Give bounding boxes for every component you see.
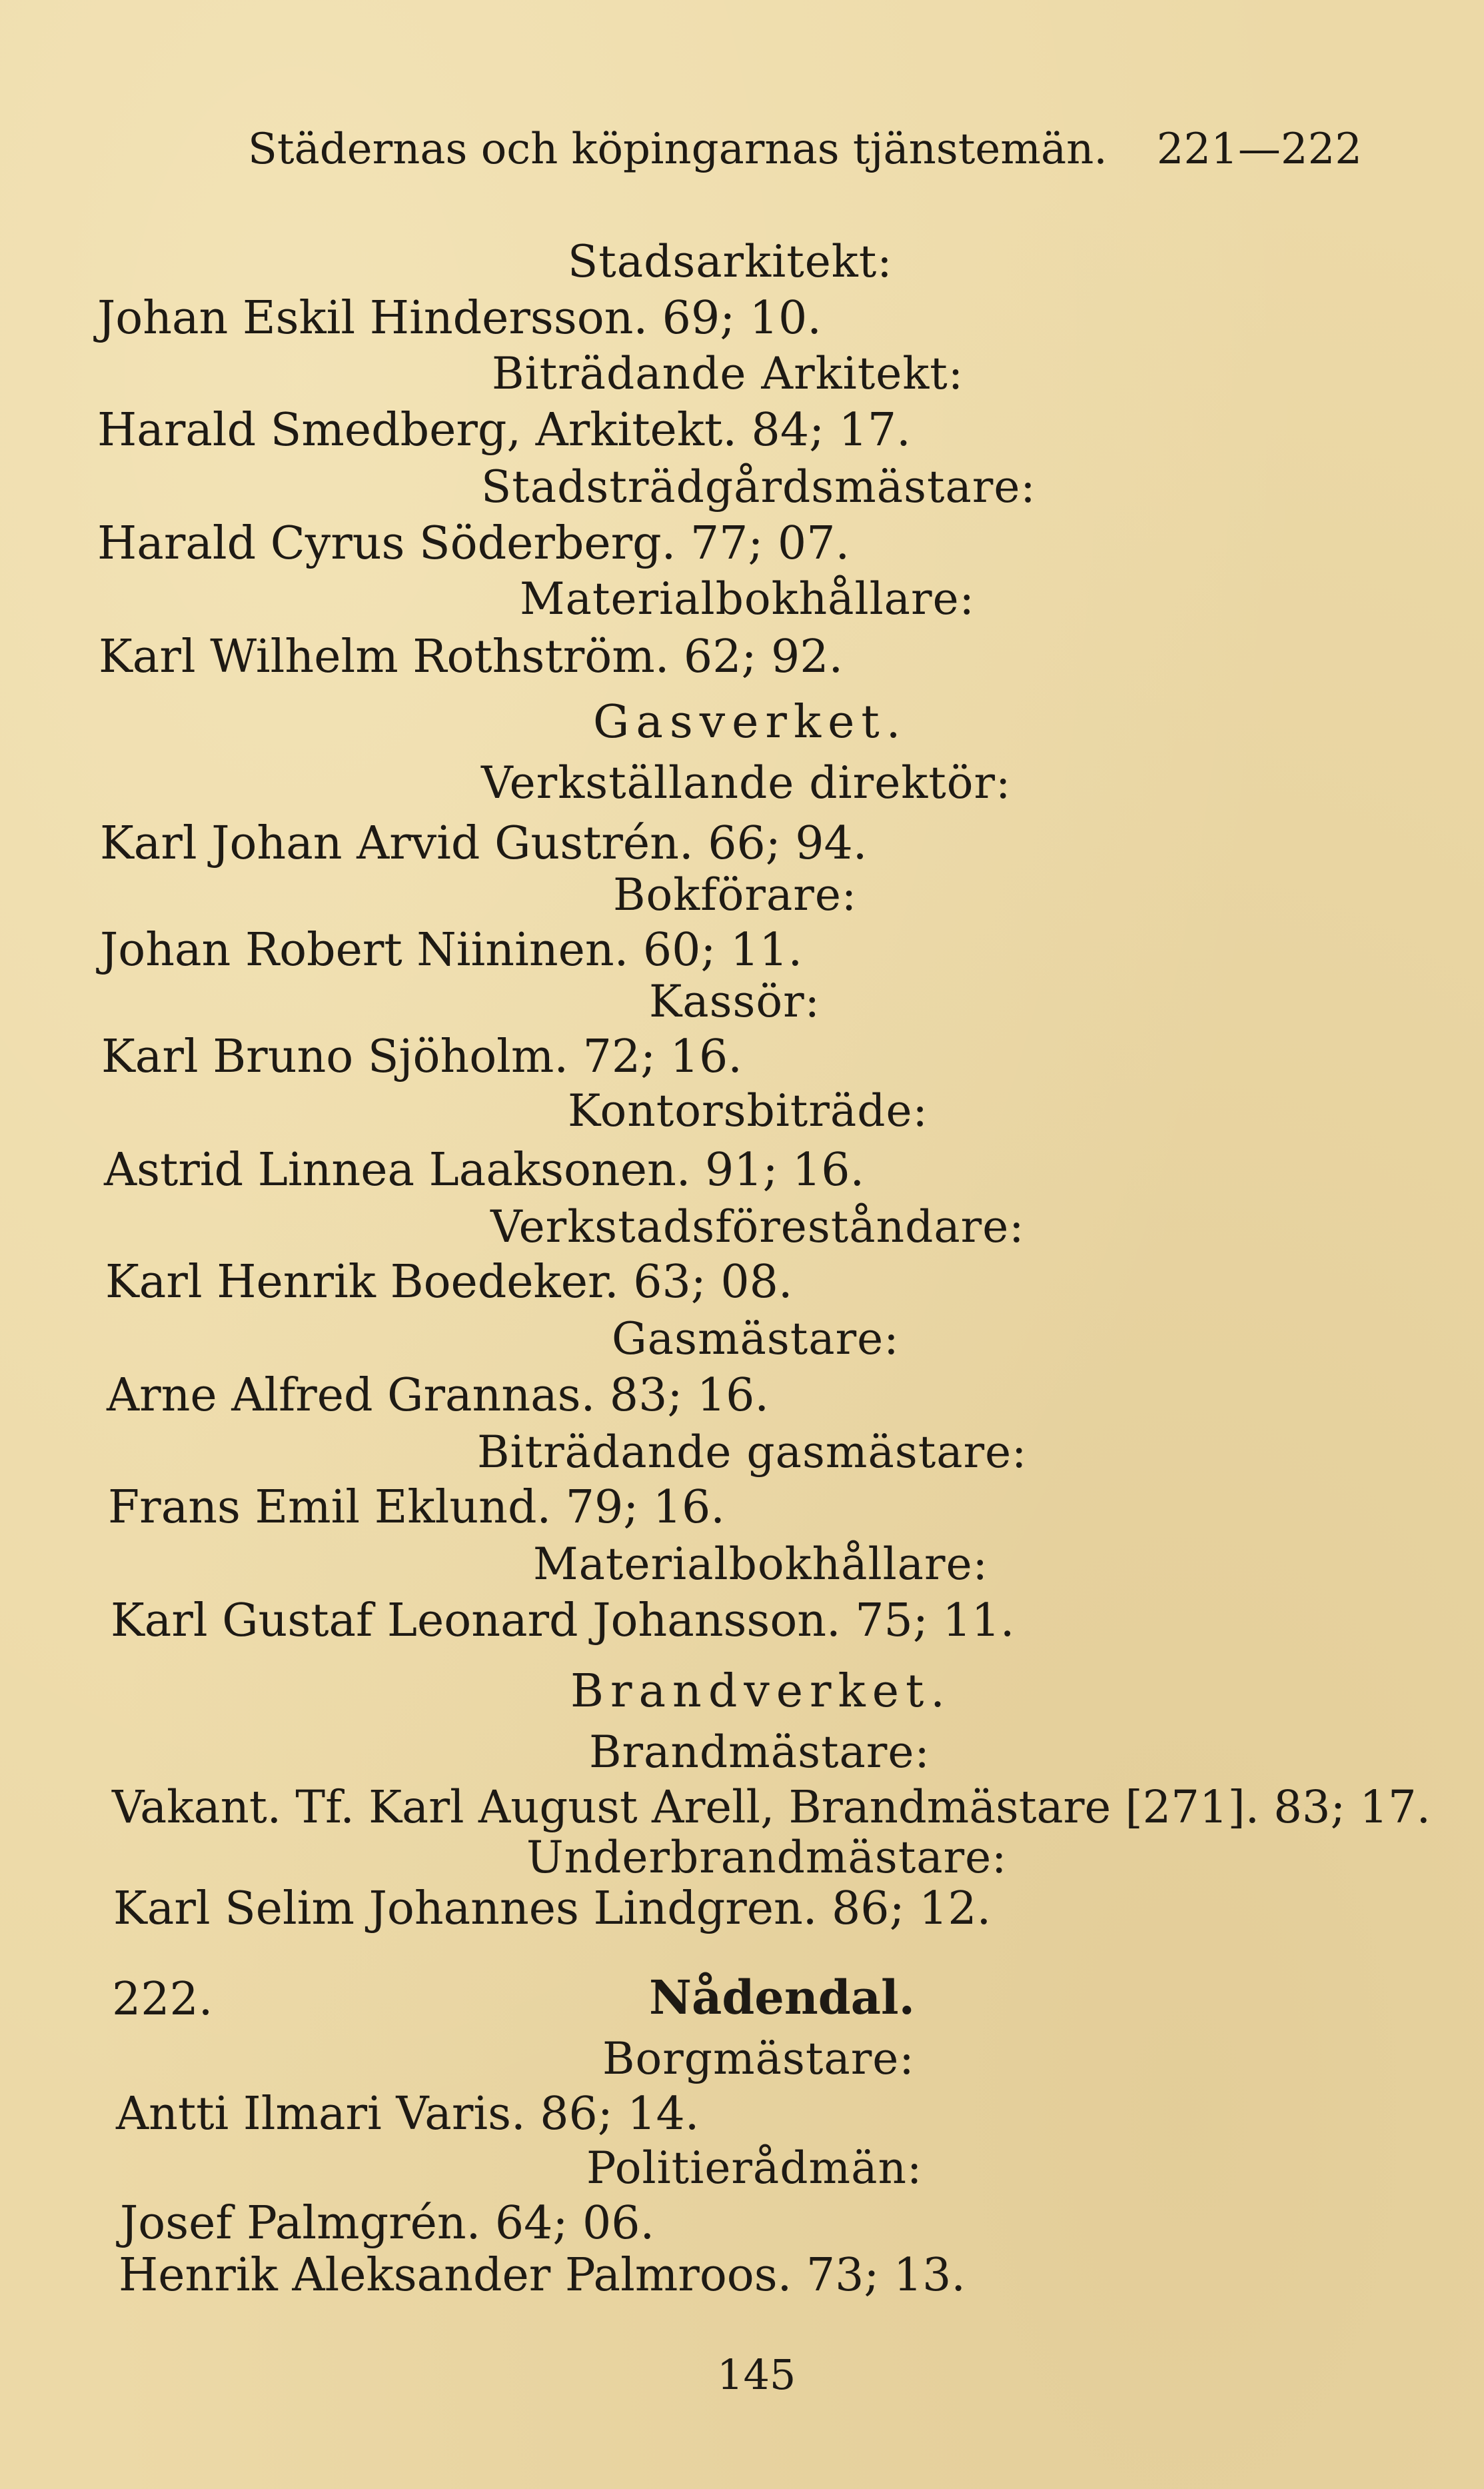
- running-header: [248, 125, 1362, 174]
- office-title: Borgmästare:: [602, 2033, 915, 2084]
- official-entry: Johan Eskil Hindersson. 69; 10.: [97, 292, 822, 345]
- office-title: Gasmästare:: [612, 1313, 900, 1364]
- office-title: Brandmästare:: [589, 1726, 930, 1778]
- official-entry: Karl Henrik Boedeker. 63; 08.: [105, 1256, 793, 1308]
- official-entry: Harald Smedberg, Arkitekt. 84; 17.: [97, 404, 911, 457]
- official-entry: Karl Wilhelm Rothström. 62; 92.: [99, 631, 844, 683]
- section-heading: Gasverket.: [593, 696, 908, 749]
- office-title: Stadsarkitekt:: [568, 236, 893, 287]
- office-title: Verkstadsföreståndare:: [490, 1201, 1025, 1252]
- office-title: Bokförare:: [613, 869, 858, 921]
- office-title: Kassör:: [649, 976, 820, 1027]
- office-title: Kontorsbiträde:: [568, 1085, 928, 1137]
- official-entry: Henrik Aleksander Palmroos. 73; 13.: [119, 2249, 966, 2302]
- office-title: Biträdande Arkitekt:: [492, 348, 964, 399]
- official-entry: Frans Emil Eklund. 79; 16.: [108, 1481, 725, 1534]
- office-title: Verkställande direktör:: [481, 757, 1012, 809]
- office-title: Biträdande gasmästare:: [477, 1426, 1028, 1478]
- town-number: 222.: [112, 1973, 213, 2026]
- office-title: Stadsträdgårdsmästare:: [481, 461, 1036, 513]
- running-title: Städernas och köpingarnas tjänstemän.: [248, 125, 1108, 174]
- page-range: 221—222: [1156, 125, 1362, 174]
- office-title: Materialbokhållare:: [533, 1538, 988, 1590]
- official-entry: Vakant. Tf. Karl August Arell, Brandmästare [271]. 83; 17.: [112, 1781, 1431, 1833]
- official-entry: Harald Cyrus Söderberg. 77; 07.: [97, 517, 850, 570]
- official-entry: Astrid Linnea Laaksonen. 91; 16.: [104, 1144, 865, 1197]
- office-title: Politierådmän:: [586, 2142, 923, 2194]
- official-entry: Karl Gustaf Leonard Johansson. 75; 11.: [111, 1594, 1015, 1647]
- page-number: 145: [717, 2350, 796, 2399]
- official-entry: Arne Alfred Grannas. 83; 16.: [107, 1369, 770, 1422]
- official-entry: Karl Selim Johannes Lindgren. 86; 12.: [113, 1882, 992, 1935]
- town-heading: Nådendal.: [649, 1970, 915, 2025]
- official-entry: Karl Bruno Sjöholm. 72; 16.: [101, 1031, 742, 1083]
- section-heading: Brandverket.: [570, 1665, 952, 1718]
- official-entry: Karl Johan Arvid Gustrén. 66; 94.: [100, 817, 868, 870]
- office-title: Materialbokhållare:: [520, 573, 975, 625]
- official-entry: Antti Ilmari Varis. 86; 14.: [116, 2088, 700, 2140]
- official-entry: Johan Robert Niininen. 60; 11.: [100, 924, 803, 977]
- office-title: Underbrandmästare:: [526, 1832, 1008, 1883]
- official-entry: Josef Palmgrén. 64; 06.: [120, 2197, 655, 2250]
